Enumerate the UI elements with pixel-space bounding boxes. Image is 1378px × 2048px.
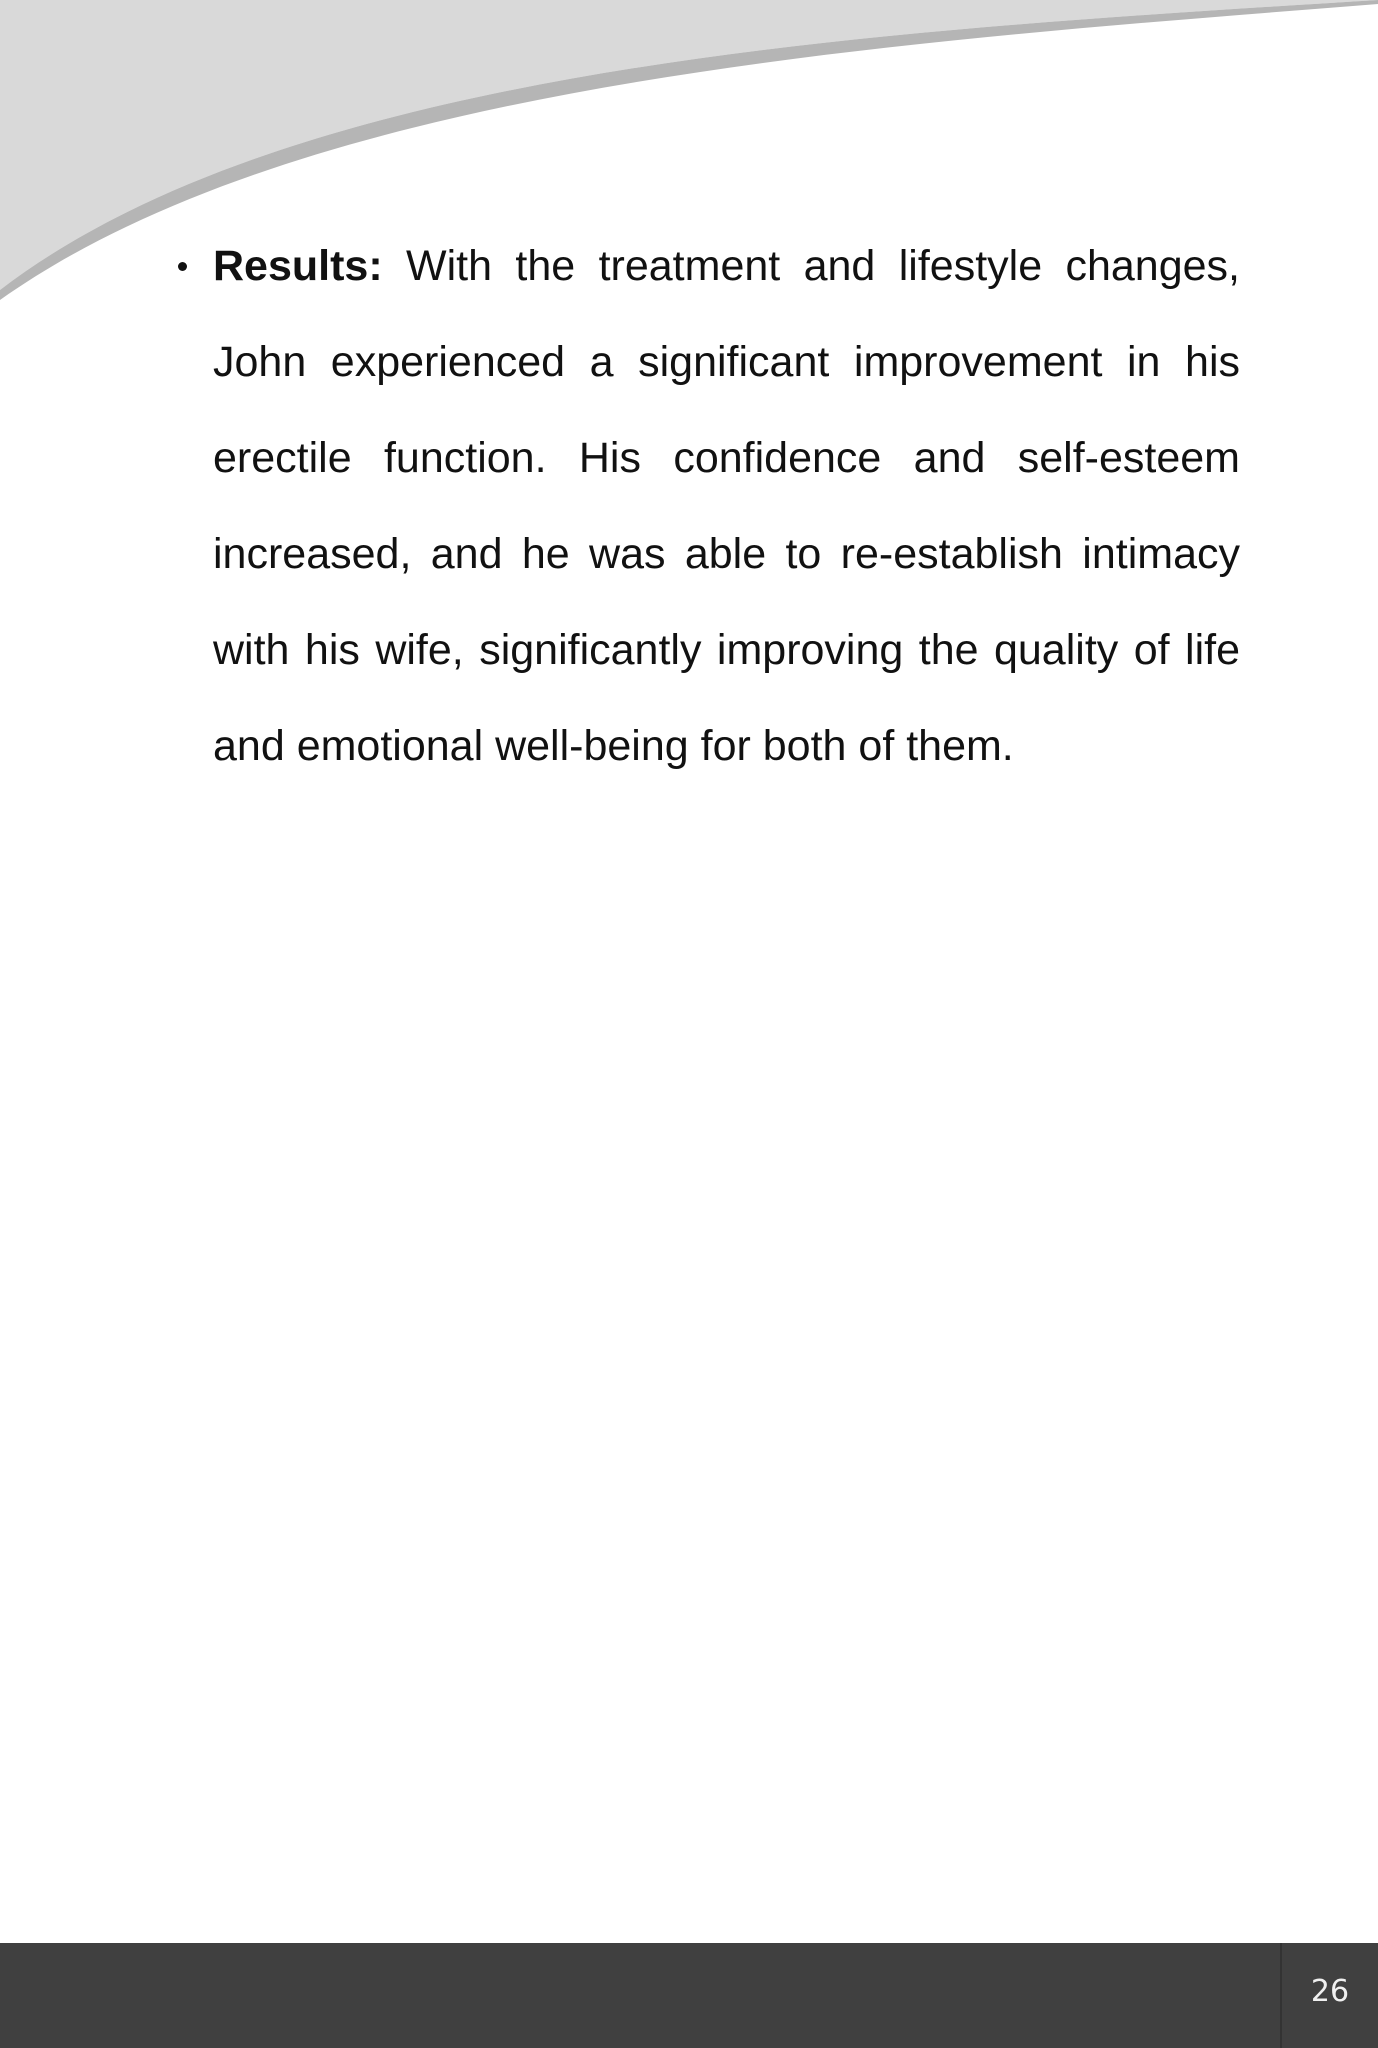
footer-bar (0, 1943, 1378, 2048)
results-bullet (175, 218, 1240, 794)
bullet-dot-icon (178, 262, 187, 271)
bullet-lead-label: Results: (213, 242, 383, 290)
bullet-list (175, 218, 1240, 794)
page-number: 26 (1280, 1943, 1378, 2048)
bullet-body-text: With the treatment and lifestyle changes, John experienced a significant improvement in his erectile function. His confidence and self-esteem increased, and he was able to re-establish intimacy with his wife, significantly improving the quality of life and emotional well-being for both of them. (213, 242, 1241, 770)
page-content (175, 218, 1240, 794)
